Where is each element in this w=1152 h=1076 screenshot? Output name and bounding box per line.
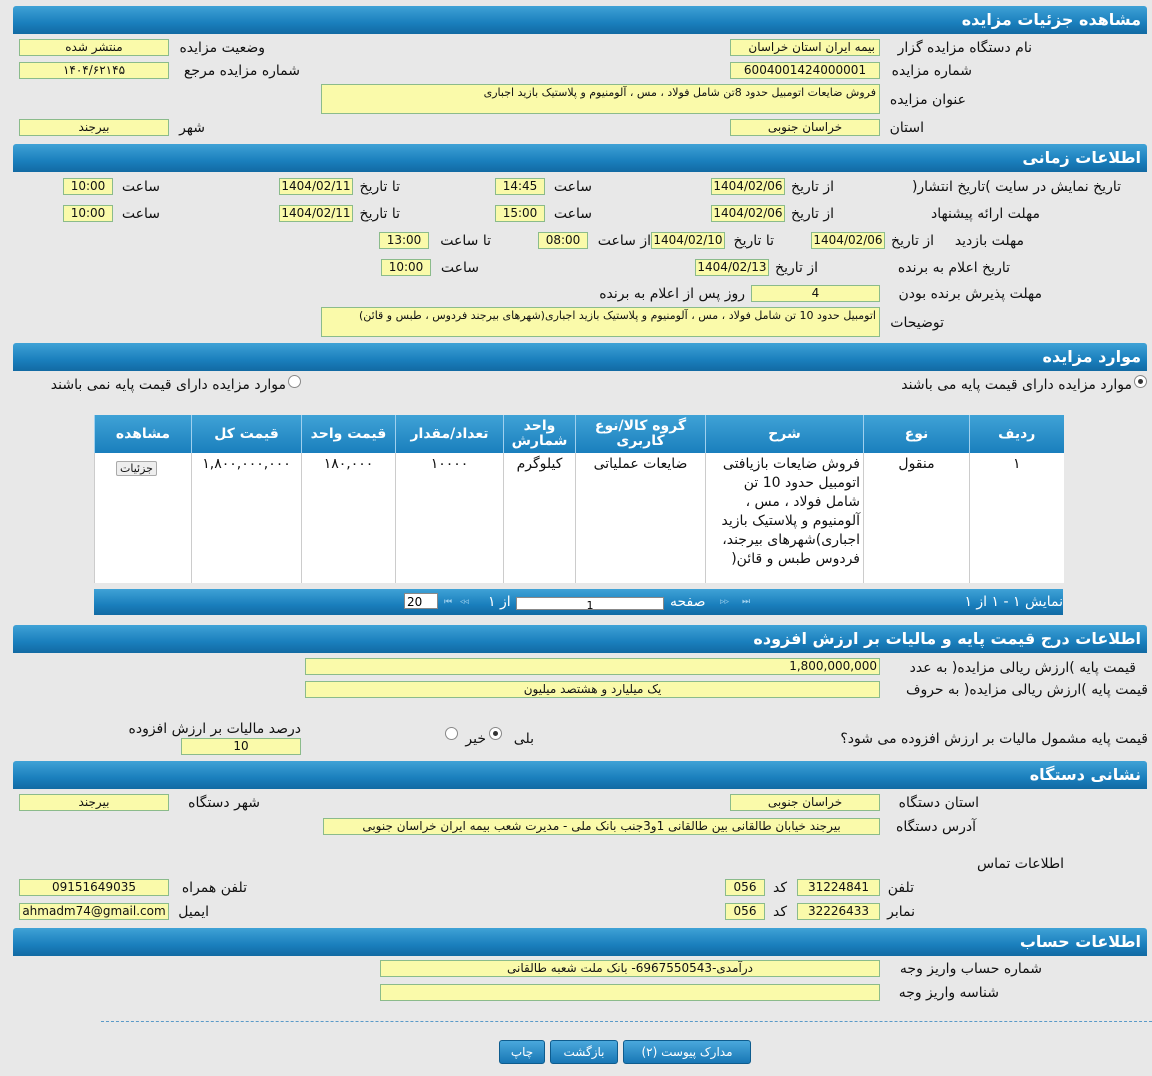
price-numeric-label: قیمت پایه )ارزش ریالی مزایده( به عدد: [909, 660, 1136, 676]
ref-number-field: ۱۴۰۴/۶۲۱۴۵: [19, 62, 169, 79]
org-address-label: آدرس دستگاه: [896, 819, 976, 835]
offer-to-time: 10:00: [63, 205, 113, 222]
publish-from-date: 1404/02/06: [711, 178, 785, 195]
vat-yes-label: بلی: [513, 731, 534, 747]
org-city-field: بیرجند: [19, 794, 169, 811]
pager-size-select[interactable]: 20: [404, 593, 438, 609]
vat-percent-field: 10: [181, 738, 301, 755]
offer-from-time: 15:00: [495, 205, 545, 222]
account-id-label: شناسه واریز وجه: [898, 985, 999, 1001]
province-label: استان: [889, 120, 924, 136]
col-unit: واحد شمارش: [504, 415, 576, 453]
phone-label: تلفن: [887, 880, 914, 896]
radio-with-base-price-label: موارد مزایده دارای قیمت پایه می باشند: [901, 377, 1132, 393]
section-header-price: اطلاعات درج قیمت پایه و مالیات بر ارزش افزوده: [13, 625, 1147, 653]
visit-to-hour-label: تا ساعت: [440, 233, 491, 249]
winner-from-label: از تاریخ: [775, 260, 818, 276]
col-view: مشاهده: [95, 415, 192, 453]
col-type: نوع: [864, 415, 970, 453]
publish-to-date: 1404/02/11: [279, 178, 353, 195]
offer-from-hour-label: ساعت: [553, 206, 592, 222]
org-label: نام دستگاه مزایده گزار: [897, 40, 1032, 56]
number-field: 6004001424000001: [730, 62, 880, 79]
print-button[interactable]: چاپ: [499, 1040, 545, 1064]
contact-label: اطلاعات تماس: [977, 856, 1064, 872]
winner-label: تاریخ اعلام به برنده: [897, 260, 1010, 276]
visit-label: مهلت بازدید: [954, 233, 1024, 249]
pager-page-input[interactable]: 1: [516, 597, 664, 610]
section-header-time: اطلاعات زمانی: [13, 144, 1147, 172]
publish-from-label: از تاریخ: [791, 179, 834, 195]
table-pager: [94, 589, 1063, 615]
radio-with-base-price[interactable]: [1134, 375, 1147, 388]
vat-no-label: خیر: [465, 731, 486, 747]
visit-from-hour-label: از ساعت: [597, 233, 651, 249]
col-index: ردیف: [970, 415, 1064, 453]
visit-to-date: 1404/02/10: [651, 232, 725, 249]
accept-suffix: روز پس از اعلام به برنده: [599, 286, 745, 302]
section-header-address: نشانی دستگاه: [13, 761, 1147, 789]
desc-label: توضیحات: [890, 315, 944, 331]
desc-field: اتومبیل حدود 10 تن شامل فولاد ، مس ، آلومنیوم و پلاستیک بازید اجباری(شهرهای بیرجند فردوس ، طبس و قائن): [321, 307, 880, 337]
vat-no-radio[interactable]: [445, 727, 458, 740]
col-unit-price: قیمت واحد: [302, 415, 396, 453]
accept-label: مهلت پذیرش برنده بودن: [898, 286, 1042, 302]
mobile-label: تلفن همراه: [181, 880, 247, 896]
winner-time: 10:00: [381, 259, 431, 276]
phone-code-label: کد: [772, 880, 787, 896]
visit-to-time: 13:00: [379, 232, 429, 249]
pager-showing: نمایش ۱ - ۱ از ۱: [964, 594, 1063, 610]
offer-to-label: تا تاریخ: [359, 206, 400, 222]
email-label: ایمیل: [178, 904, 209, 920]
section-header-account: اطلاعات حساب: [13, 928, 1147, 956]
cell-view: [95, 453, 192, 583]
visit-to-label: تا تاریخ: [733, 233, 774, 249]
attachments-button[interactable]: مدارک پیوست (۲): [623, 1040, 751, 1064]
publish-to-hour-label: ساعت: [121, 179, 160, 195]
vat-yes-radio[interactable]: [489, 727, 502, 740]
pager-prev-icon[interactable]: ◃◃: [460, 597, 470, 607]
account-number-label: شماره حساب واریز وجه: [899, 961, 1042, 977]
visit-from-time: 08:00: [538, 232, 588, 249]
title-label: عنوان مزایده: [889, 92, 966, 108]
phone-code-field: 056: [725, 879, 765, 896]
cell-unit: کیلوگرم: [504, 453, 576, 583]
items-table: [94, 415, 1064, 583]
publish-to-label: تا تاریخ: [359, 179, 400, 195]
price-numeric-field: 1,800,000,000: [305, 658, 880, 675]
org-province-label: استان دستگاه: [898, 795, 979, 811]
org-address-field: بیرجند خیابان طالقانی بین طالقانی 1و3جنب بانک ملی - مدیرت شعب بیمه ایران خراسان جنوبی: [323, 818, 880, 835]
title-field: فروش ضایعات اتومبیل حدود 8تن شامل فولاد ، مس ، آلومنیوم و پلاستیک بازید اجباری: [321, 84, 880, 114]
radio-without-base-price[interactable]: [288, 375, 301, 388]
col-group: گروه کالا/نوع کاربری: [576, 415, 706, 453]
publish-to-time: 10:00: [63, 178, 113, 195]
city-field: بیرجند: [19, 119, 169, 136]
province-field: خراسان جنوبی: [730, 119, 880, 136]
cell-qty: ۱۰۰۰۰: [396, 453, 504, 583]
winner-date: 1404/02/13: [695, 259, 769, 276]
table-header-row: [95, 415, 1064, 453]
col-qty: تعداد/مقدار: [396, 415, 504, 453]
offer-from-label: از تاریخ: [791, 206, 834, 222]
email-field: ahmadm74@gmail.com: [19, 903, 169, 920]
status-label: وضعیت مزایده: [179, 40, 265, 56]
pager-first-icon[interactable]: ⏮: [444, 597, 453, 607]
price-words-field: یک میلیارد و هشتصد میلیون: [305, 681, 880, 698]
offer-label: مهلت ارائه پیشنهاد: [931, 206, 1040, 222]
org-field: بیمه ایران استان خراسان: [730, 39, 880, 56]
fax-field: 32226433: [797, 903, 880, 920]
city-label: شهر: [179, 120, 205, 136]
table-row: [95, 453, 1064, 583]
visit-from-date: 1404/02/06: [811, 232, 885, 249]
org-city-label: شهر دستگاه: [188, 795, 260, 811]
details-button[interactable]: جزئیات: [116, 461, 157, 476]
cell-total: ۱,۸۰۰,۰۰۰,۰۰۰: [192, 453, 302, 583]
cell-group: ضایعات عملیاتی: [576, 453, 706, 583]
pager-of-label: از ۱: [488, 594, 511, 610]
cell-desc: فروش ضایعات بازیافتی اتومبیل حدود 10 تن شامل فولاد ، مس ، آلومنیوم و پلاستیک بازید اجباری)شهرهای بیرجند، فردوس طبس و قائن(: [706, 453, 864, 583]
phone-field: 31224841: [797, 879, 880, 896]
winner-hour-label: ساعت: [440, 260, 479, 276]
radio-without-base-price-label: موارد مزایده دارای قیمت پایه نمی باشند: [50, 377, 286, 393]
offer-to-hour-label: ساعت: [121, 206, 160, 222]
offer-from-date: 1404/02/06: [711, 205, 785, 222]
section-header-items: موارد مزایده: [13, 343, 1147, 371]
cell-index: ۱: [970, 453, 1064, 583]
vat-percent-label: درصد مالیات بر ارزش افزوده: [128, 721, 301, 737]
accept-days-field: 4: [751, 285, 880, 302]
fax-code-label: کد: [772, 904, 787, 920]
fax-code-field: 056: [725, 903, 765, 920]
col-total: قیمت کل: [192, 415, 302, 453]
org-province-field: خراسان جنوبی: [730, 794, 880, 811]
offer-to-date: 1404/02/11: [279, 205, 353, 222]
col-desc: شرح: [706, 415, 864, 453]
vat-question: قیمت پایه مشمول مالیات بر ارزش افزوده می شود؟: [840, 731, 1148, 747]
ref-number-label: شماره مزایده مرجع: [183, 63, 300, 79]
publish-from-hour-label: ساعت: [553, 179, 592, 195]
publish-from-time: 14:45: [495, 178, 545, 195]
number-label: شماره مزایده: [891, 63, 972, 79]
cell-unit-price: ۱۸۰,۰۰۰: [302, 453, 396, 583]
fax-label: نمابر: [887, 904, 915, 920]
publish-label: تاریخ نمایش در سایت )تاریخ انتشار(: [911, 179, 1121, 195]
status-field: منتشر شده: [19, 39, 169, 56]
account-id-field: [380, 984, 880, 1001]
price-words-label: قیمت پایه )ارزش ریالی مزایده( به حروف: [905, 682, 1148, 698]
pager-page-label: صفحه: [670, 594, 706, 610]
pager-next-icon[interactable]: ▹▹: [720, 597, 730, 607]
section-header-details: مشاهده جزئیات مزایده: [13, 6, 1147, 34]
visit-from-label: از تاریخ: [891, 233, 934, 249]
back-button[interactable]: بازگشت: [550, 1040, 618, 1064]
cell-type: منقول: [864, 453, 970, 583]
pager-last-icon[interactable]: ⏭: [742, 597, 751, 607]
account-number-field: درآمدی-6967550543- بانک ملت شعبه طالقانی: [380, 960, 880, 977]
mobile-field: 09151649035: [19, 879, 169, 896]
divider: [101, 1021, 1152, 1022]
